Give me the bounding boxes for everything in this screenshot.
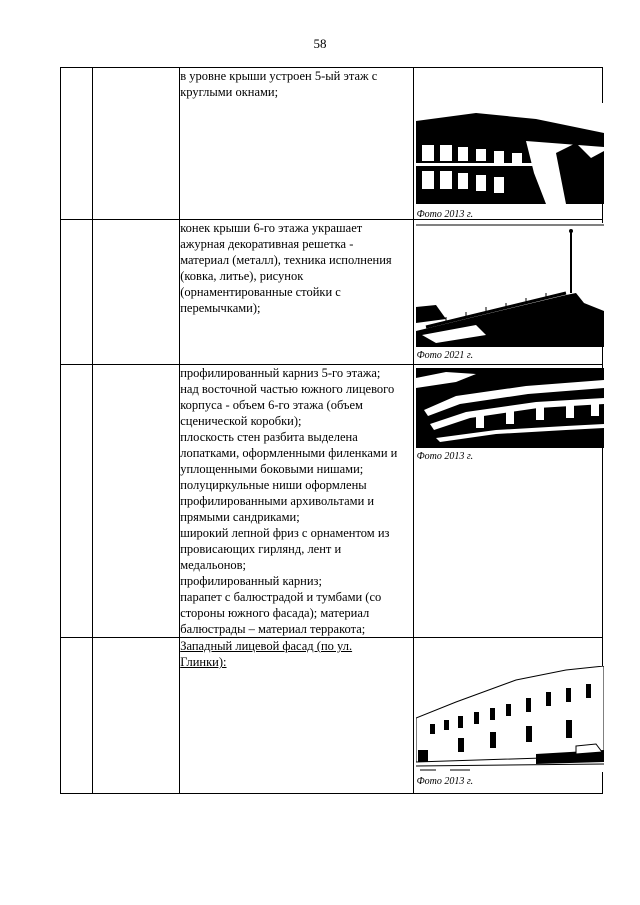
description-line: корпуса - объем 6-го этажа (объем bbox=[180, 398, 363, 412]
description-cell bbox=[180, 638, 413, 794]
photo-caption: Фото 2021 г. bbox=[416, 350, 474, 361]
description-line: ажурная декоративная решетка - bbox=[180, 237, 354, 251]
description-line: балюстрады – материал терракота; bbox=[180, 622, 366, 636]
description-line: круглыми окнами; bbox=[180, 85, 279, 99]
description-line: профилированными архивольтами и bbox=[180, 494, 375, 508]
category-cell bbox=[93, 68, 180, 220]
description-line: лопатками, оформленными филенками и bbox=[180, 446, 398, 460]
number-cell bbox=[61, 68, 93, 220]
description-line: материал (металл), техника исполнения bbox=[180, 253, 392, 267]
description-line: парапет с балюстрадой и тумбами (со bbox=[180, 590, 382, 604]
west-facade-photo-icon bbox=[416, 666, 604, 772]
table-row bbox=[61, 638, 603, 794]
table-row bbox=[61, 365, 603, 638]
photo-cell bbox=[413, 638, 602, 794]
building-roof-photo-icon bbox=[416, 103, 604, 204]
table-row bbox=[61, 220, 603, 365]
photo-cell bbox=[413, 220, 602, 365]
description-line: сценической коробки); bbox=[180, 414, 302, 428]
number-cell bbox=[61, 638, 93, 794]
description-cell bbox=[180, 68, 413, 220]
description-line: медальонов; bbox=[180, 558, 247, 572]
page-number: 58 bbox=[313, 36, 327, 51]
description-line: профилированный карниз 5-го этажа; bbox=[180, 366, 381, 380]
description-line: стороны южного фасада); материал bbox=[180, 606, 370, 620]
photo-cell bbox=[413, 365, 602, 638]
description-line: над восточной частью южного лицевого bbox=[180, 382, 395, 396]
monument-features-table bbox=[60, 67, 603, 794]
number-cell bbox=[61, 365, 93, 638]
category-cell bbox=[93, 365, 180, 638]
description-line: (ковка, литье), рисунок bbox=[180, 269, 304, 283]
category-cell bbox=[93, 638, 180, 794]
description-line: в уровне крыши устроен 5-ый этаж с bbox=[180, 69, 378, 83]
category-cell bbox=[93, 220, 180, 365]
description-line: (орнаментированные стойки с bbox=[180, 285, 341, 299]
number-cell bbox=[61, 220, 93, 365]
description-cell bbox=[180, 220, 413, 365]
photo-cell bbox=[413, 68, 602, 220]
photo-caption: Фото 2013 г. bbox=[416, 776, 474, 787]
photo-caption: Фото 2013 г. bbox=[416, 451, 474, 462]
description-line: профилированный карниз; bbox=[180, 574, 322, 588]
description-line: провисающих гирлянд, лент и bbox=[180, 542, 342, 556]
description-line: уплощенными боковыми нишами; bbox=[180, 462, 364, 476]
description-cell bbox=[180, 365, 413, 638]
description-line: прямыми сандриками; bbox=[180, 510, 300, 524]
roof-grille-photo-icon bbox=[416, 223, 604, 347]
table-row bbox=[61, 68, 603, 220]
description-line: широкий лепной фриз с орнаментом из bbox=[180, 526, 390, 540]
facade-heading-line: Глинки): bbox=[180, 655, 227, 669]
photo-caption: Фото 2013 г. bbox=[416, 209, 474, 220]
description-line: перемычками); bbox=[180, 301, 261, 315]
description-line: конек крыши 6-го этажа украшает bbox=[180, 221, 363, 235]
cornice-photo-icon bbox=[416, 368, 604, 448]
description-line: плоскость стен разбита выделена bbox=[180, 430, 358, 444]
description-line: полуциркульные ниши оформлены bbox=[180, 478, 367, 492]
facade-heading-line: Западный лицевой фасад (по ул. bbox=[180, 639, 353, 653]
